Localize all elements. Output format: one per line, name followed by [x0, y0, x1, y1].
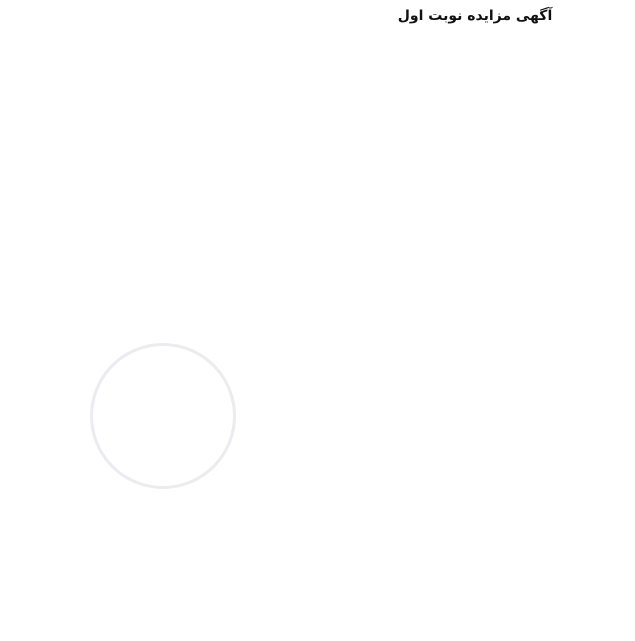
notice-title: آگهی مزایده نوبت اول	[397, 8, 553, 24]
watermark-logo-icon	[90, 343, 236, 489]
notice-right-column	[319, 4, 631, 624]
auction-notice	[4, 4, 631, 637]
watermark-area	[4, 339, 314, 629]
